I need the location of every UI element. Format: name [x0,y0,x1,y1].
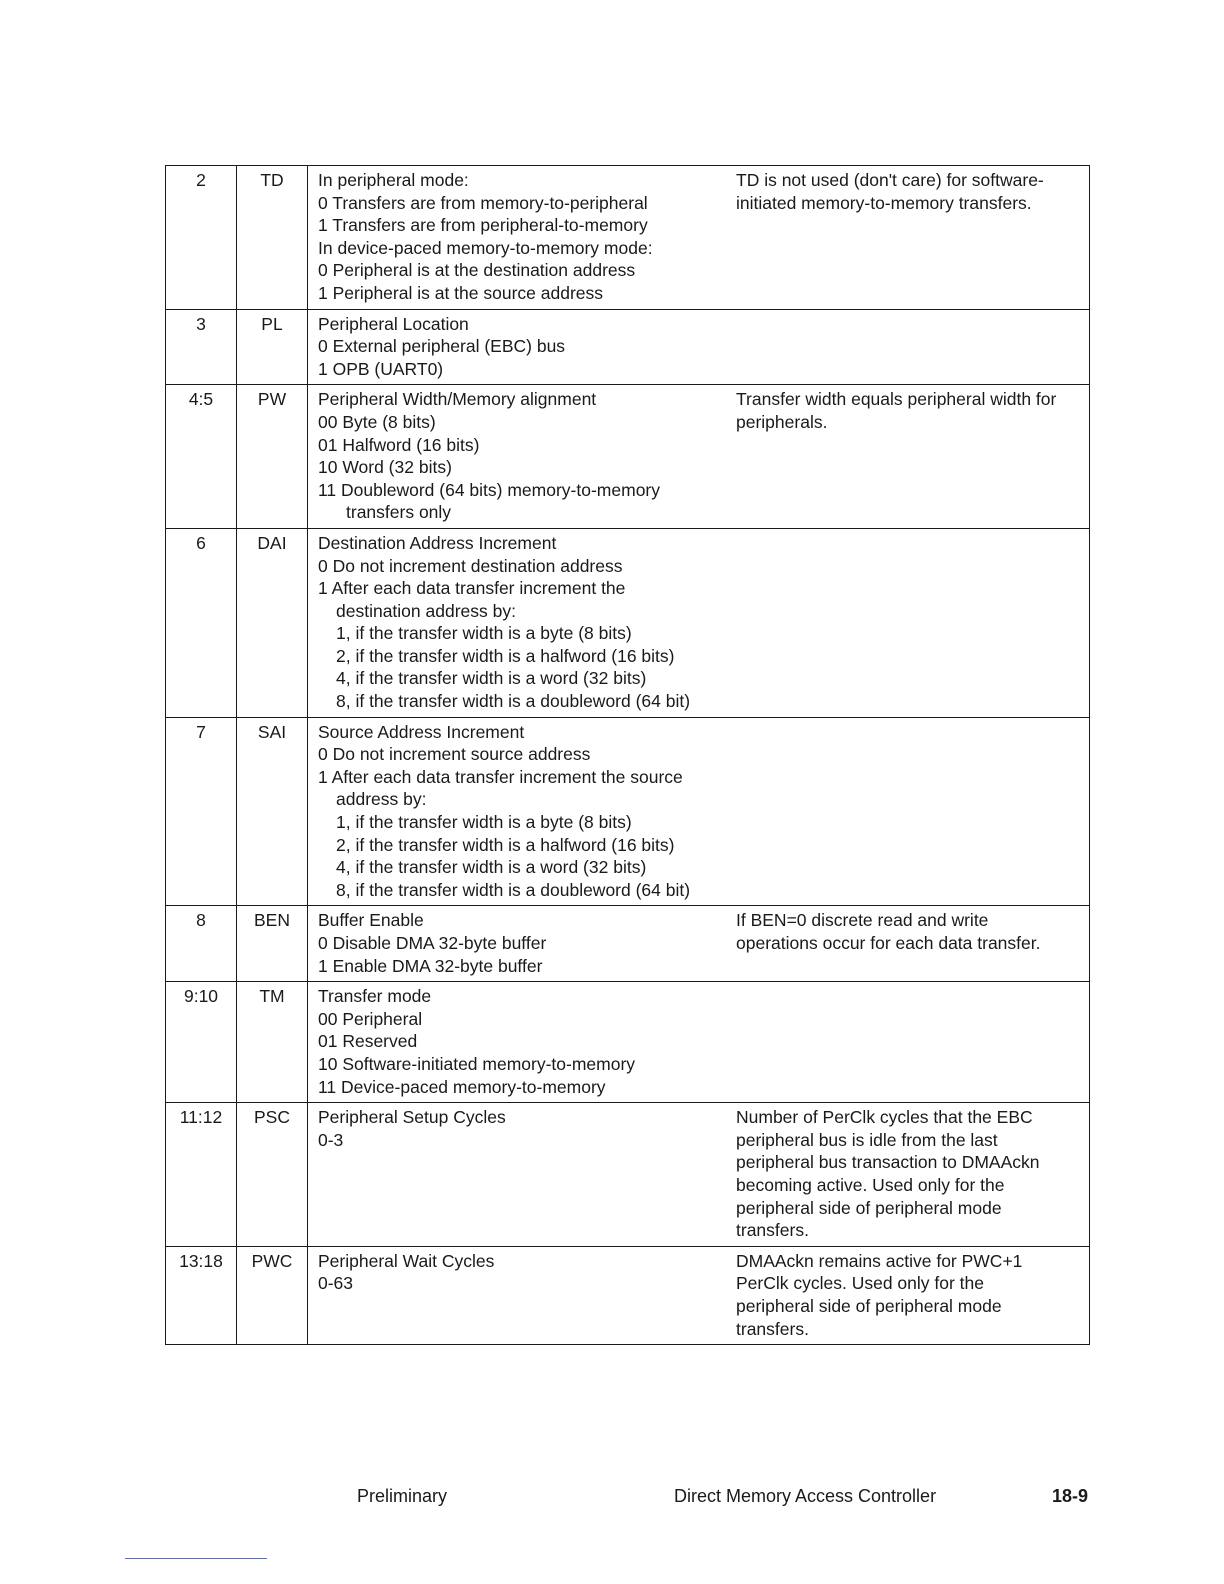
description-cell [308,982,737,1103]
description-line: 0 Disable DMA 32-byte buffer [318,933,547,953]
description-line: 0 Transfers are from memory-to-peripheral [318,192,648,213]
description-line: Peripheral Wait Cycles [318,1250,495,1271]
table-row [166,166,1090,310]
footer-page-number: 18-9 [1052,1486,1089,1506]
table-row [166,385,1090,529]
description-line: 1, if the transfer width is a byte (8 bits) [336,623,632,644]
comment-cell [736,982,1090,1103]
comment-cell [736,1246,1090,1344]
description-line: 2, if the transfer width is a halfword (16 bits) [336,645,675,666]
comment-cell [736,385,1090,529]
description-line: 1 Transfers are from peripheral-to-memory [318,215,648,236]
comment-line: Number of PerClk cycles that the EBC [736,1107,1033,1128]
description-cell [308,906,737,982]
table-row [166,982,1090,1103]
description-line: transfers only [346,502,452,523]
description-line: Source Address Increment [318,721,525,742]
description-line: 8, if the transfer width is a doubleword (64 bit) [336,879,691,900]
description-line: 1 After each data transfer increment the [318,578,626,599]
description-line: 00 Byte (8 bits) [318,411,436,432]
comment-cell [736,906,1090,982]
comment-cell [736,309,1090,385]
description-line: Buffer Enable [318,910,424,931]
comment-line: If BEN=0 discrete read and write [736,910,989,931]
register-field-table [165,165,1090,1345]
description-line: 2, if the transfer width is a halfword (16 bits) [336,834,675,855]
description-line: address by: [336,789,427,810]
comment-line: becoming active. Used only for the [736,1174,1005,1195]
bits-cell: 9:10 [166,982,237,1103]
description-line: 1, if the transfer width is a byte (8 bits) [336,812,632,833]
comment-line: peripheral bus transaction to DMAAckn [736,1152,1040,1173]
comment-line: initiated memory-to-memory transfers. [736,192,1032,213]
field-name-cell: TM [237,982,308,1103]
comment-cell [736,1103,1090,1247]
comment-line: DMAAckn remains active for PWC+1 [736,1250,1023,1271]
comment-line: peripherals. [736,411,828,432]
table-row [166,1103,1090,1247]
description-line: Destination Address Increment [318,532,557,553]
bits-cell: 3 [166,309,237,385]
comment-line: transfers. [736,1220,809,1241]
comment-line: peripheral bus is idle from the last [736,1129,998,1150]
field-name-cell: BEN [237,906,308,982]
description-line: 11 Doubleword (64 bits) memory-to-memory [318,479,661,500]
description-line: 10 Software-initiated memory-to-memory [318,1053,636,1074]
description-line: 4, if the transfer width is a word (32 bits) [336,857,647,878]
table-row [166,906,1090,982]
description-line: 0-63 [318,1273,354,1294]
description-line: 1 OPB (UART0) [318,358,444,379]
comment-line: peripheral side of peripheral mode [736,1197,1002,1218]
table-row [166,1246,1090,1344]
description-line: Peripheral Width/Memory alignment [318,389,597,410]
comment-line: PerClk cycles. Used only for the [736,1273,985,1294]
description-line: 01 Reserved [318,1031,418,1052]
description-line: 11 Device-paced memory-to-memory [318,1076,606,1097]
description-line: Peripheral Location [318,313,469,334]
bits-cell: 8 [166,906,237,982]
description-line: destination address by: [336,600,516,621]
table-row [166,309,1090,385]
bits-cell: 6 [166,528,237,717]
description-cell [308,385,737,529]
field-name-cell: PL [237,309,308,385]
field-name-cell: PWC [237,1246,308,1344]
table-row [166,717,1090,906]
description-line: 4, if the transfer width is a word (32 bits) [336,668,647,689]
description-line: 01 Halfword (16 bits) [318,434,480,455]
description-line: Transfer mode [318,986,432,1007]
description-line: 0 Peripheral is at the destination address [318,260,636,281]
footer-chapter-title: Direct Memory Access Controller [674,1486,937,1506]
decorative-rule [125,1558,267,1559]
bits-cell: 7 [166,717,237,906]
table-row [166,528,1090,717]
description-line: 8, if the transfer width is a doubleword (64 bit) [336,691,691,712]
field-name-cell: PW [237,385,308,529]
description-line: In device-paced memory-to-memory mode: [318,237,653,258]
field-name-cell: SAI [237,717,308,906]
bits-cell: 2 [166,166,237,310]
register-field-table-body [166,166,1090,1345]
comment-line: peripheral side of peripheral mode [736,1295,1002,1316]
comment-cell [736,528,1090,717]
field-name-cell: TD [237,166,308,310]
bits-cell: 11:12 [166,1103,237,1247]
description-cell [308,1246,737,1344]
description-line: 10 Word (32 bits) [318,457,452,478]
description-cell [308,528,737,717]
description-line: 0 Do not increment destination address [318,555,623,576]
description-line: 1 After each data transfer increment the source [318,766,683,787]
bits-cell: 4:5 [166,385,237,529]
description-cell [308,717,737,906]
field-name-cell: DAI [237,528,308,717]
description-line: Peripheral Setup Cycles [318,1107,506,1128]
comment-line: TD is not used (don't care) for software- [736,170,1044,190]
comment-cell [736,166,1090,310]
description-line: 0 External peripheral (EBC) bus [318,336,566,357]
description-line: 1 Peripheral is at the source address [318,282,604,303]
bits-cell: 13:18 [166,1246,237,1344]
comment-line: operations occur for each data transfer. [736,933,1041,953]
description-cell [308,1103,737,1247]
description-cell [308,166,737,310]
comment-line: Transfer width equals peripheral width for [736,389,1057,410]
description-cell [308,309,737,385]
description-line: 1 Enable DMA 32-byte buffer [318,955,543,976]
comment-line: transfers. [736,1318,809,1339]
description-line: 0 Do not increment source address [318,744,591,765]
description-line: 00 Peripheral [318,1008,423,1029]
footer-status: Preliminary [357,1486,448,1506]
field-name-cell: PSC [237,1103,308,1247]
comment-cell [736,717,1090,906]
description-line: In peripheral mode: [318,170,469,190]
description-line: 0-3 [318,1129,344,1150]
